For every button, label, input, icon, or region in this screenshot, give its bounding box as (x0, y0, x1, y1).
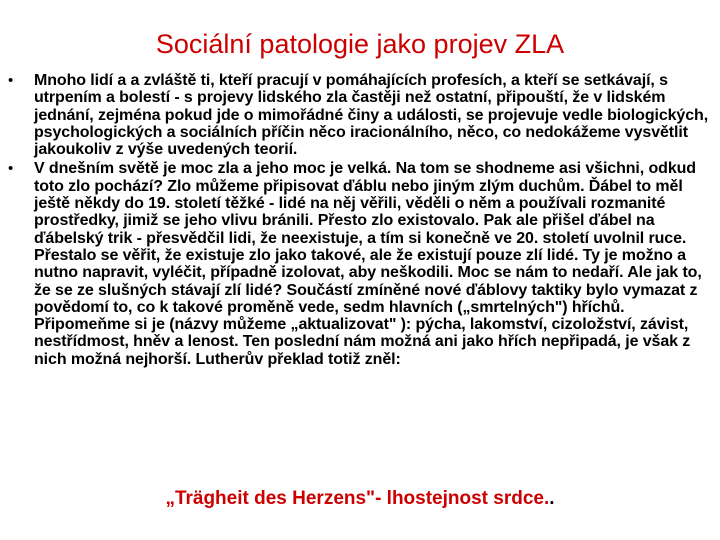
quote-text: „Trägheit des Herzens"- lhostejnost srdce. (165, 488, 550, 509)
luther-quote (0, 486, 720, 512)
bullet-icon: • (8, 72, 14, 89)
bullet-text: V dnešním světě je moc zla a jeho moc je velká. Na tom se shodneme asi všichni, odkud toto zlo pochází? Zlo můžeme připisovat ďáblu nebo jiným zlým duchům. Ďábel to měl ještě někdy do 19. století těžké - lidé na něj věřili, věděli o něm a používali rozmanité prostředky, jimiž se jeho vlivu bránili. Přesto zlo existovalo. Pak ale přišel ďábel na ďábelský trik - přesvědčil lidi, že neexistuje, a tím si konečně ve 20. století uvolnil ruce. Přestalo se věřit, že existuje zlo jako takové, ale že existují pouze zlí lidé. Ty je možno a nutno napravit, vyléčit, případně izolovat, aby neškodili. Moc se nám to nedaří. Ale jak to, že se ze slušných stávají zlí lidé? Součástí zmíněné nové ďáblovy taktiky bylo vymazat z povědomí to, co k takové proměně vede, sedm hlavních („smrtelných") hříchů. Připomeňme si je (názvy můžeme „aktualizovat" ): pýcha, lakomství, cizoložství, závist, nestřídmost, hněv a lenost. Ten poslední nám možná ani jako hřích nepřipadá, je však z nich možná nejhorší. Lutherův překlad totiž zněl: (34, 160, 702, 368)
bullet-text: Mnoho lidí a a zvláště ti, kteří pracují v pomáhajících profesích, a kteří se setkávají, s utrpením a bolestí - s projevy lidského zla častěji než ostatní, připouští, že v lidském jednání, zejména pokud jde o mimořádné činy a události, se projevuje vedle biologických, psychologických a sociálních příčin něco iracionálního, něco, co nedokážeme vysvětlit jakoukoliv z výše uvedených teorií. (34, 72, 709, 159)
bullet-icon: • (8, 160, 14, 178)
bullet-list (8, 72, 710, 370)
bullet-item (8, 72, 710, 158)
slide-title: Sociální patologie jako projev ZLA (155, 29, 565, 59)
bullet-item (8, 160, 710, 368)
quote-tail: . (549, 488, 555, 509)
